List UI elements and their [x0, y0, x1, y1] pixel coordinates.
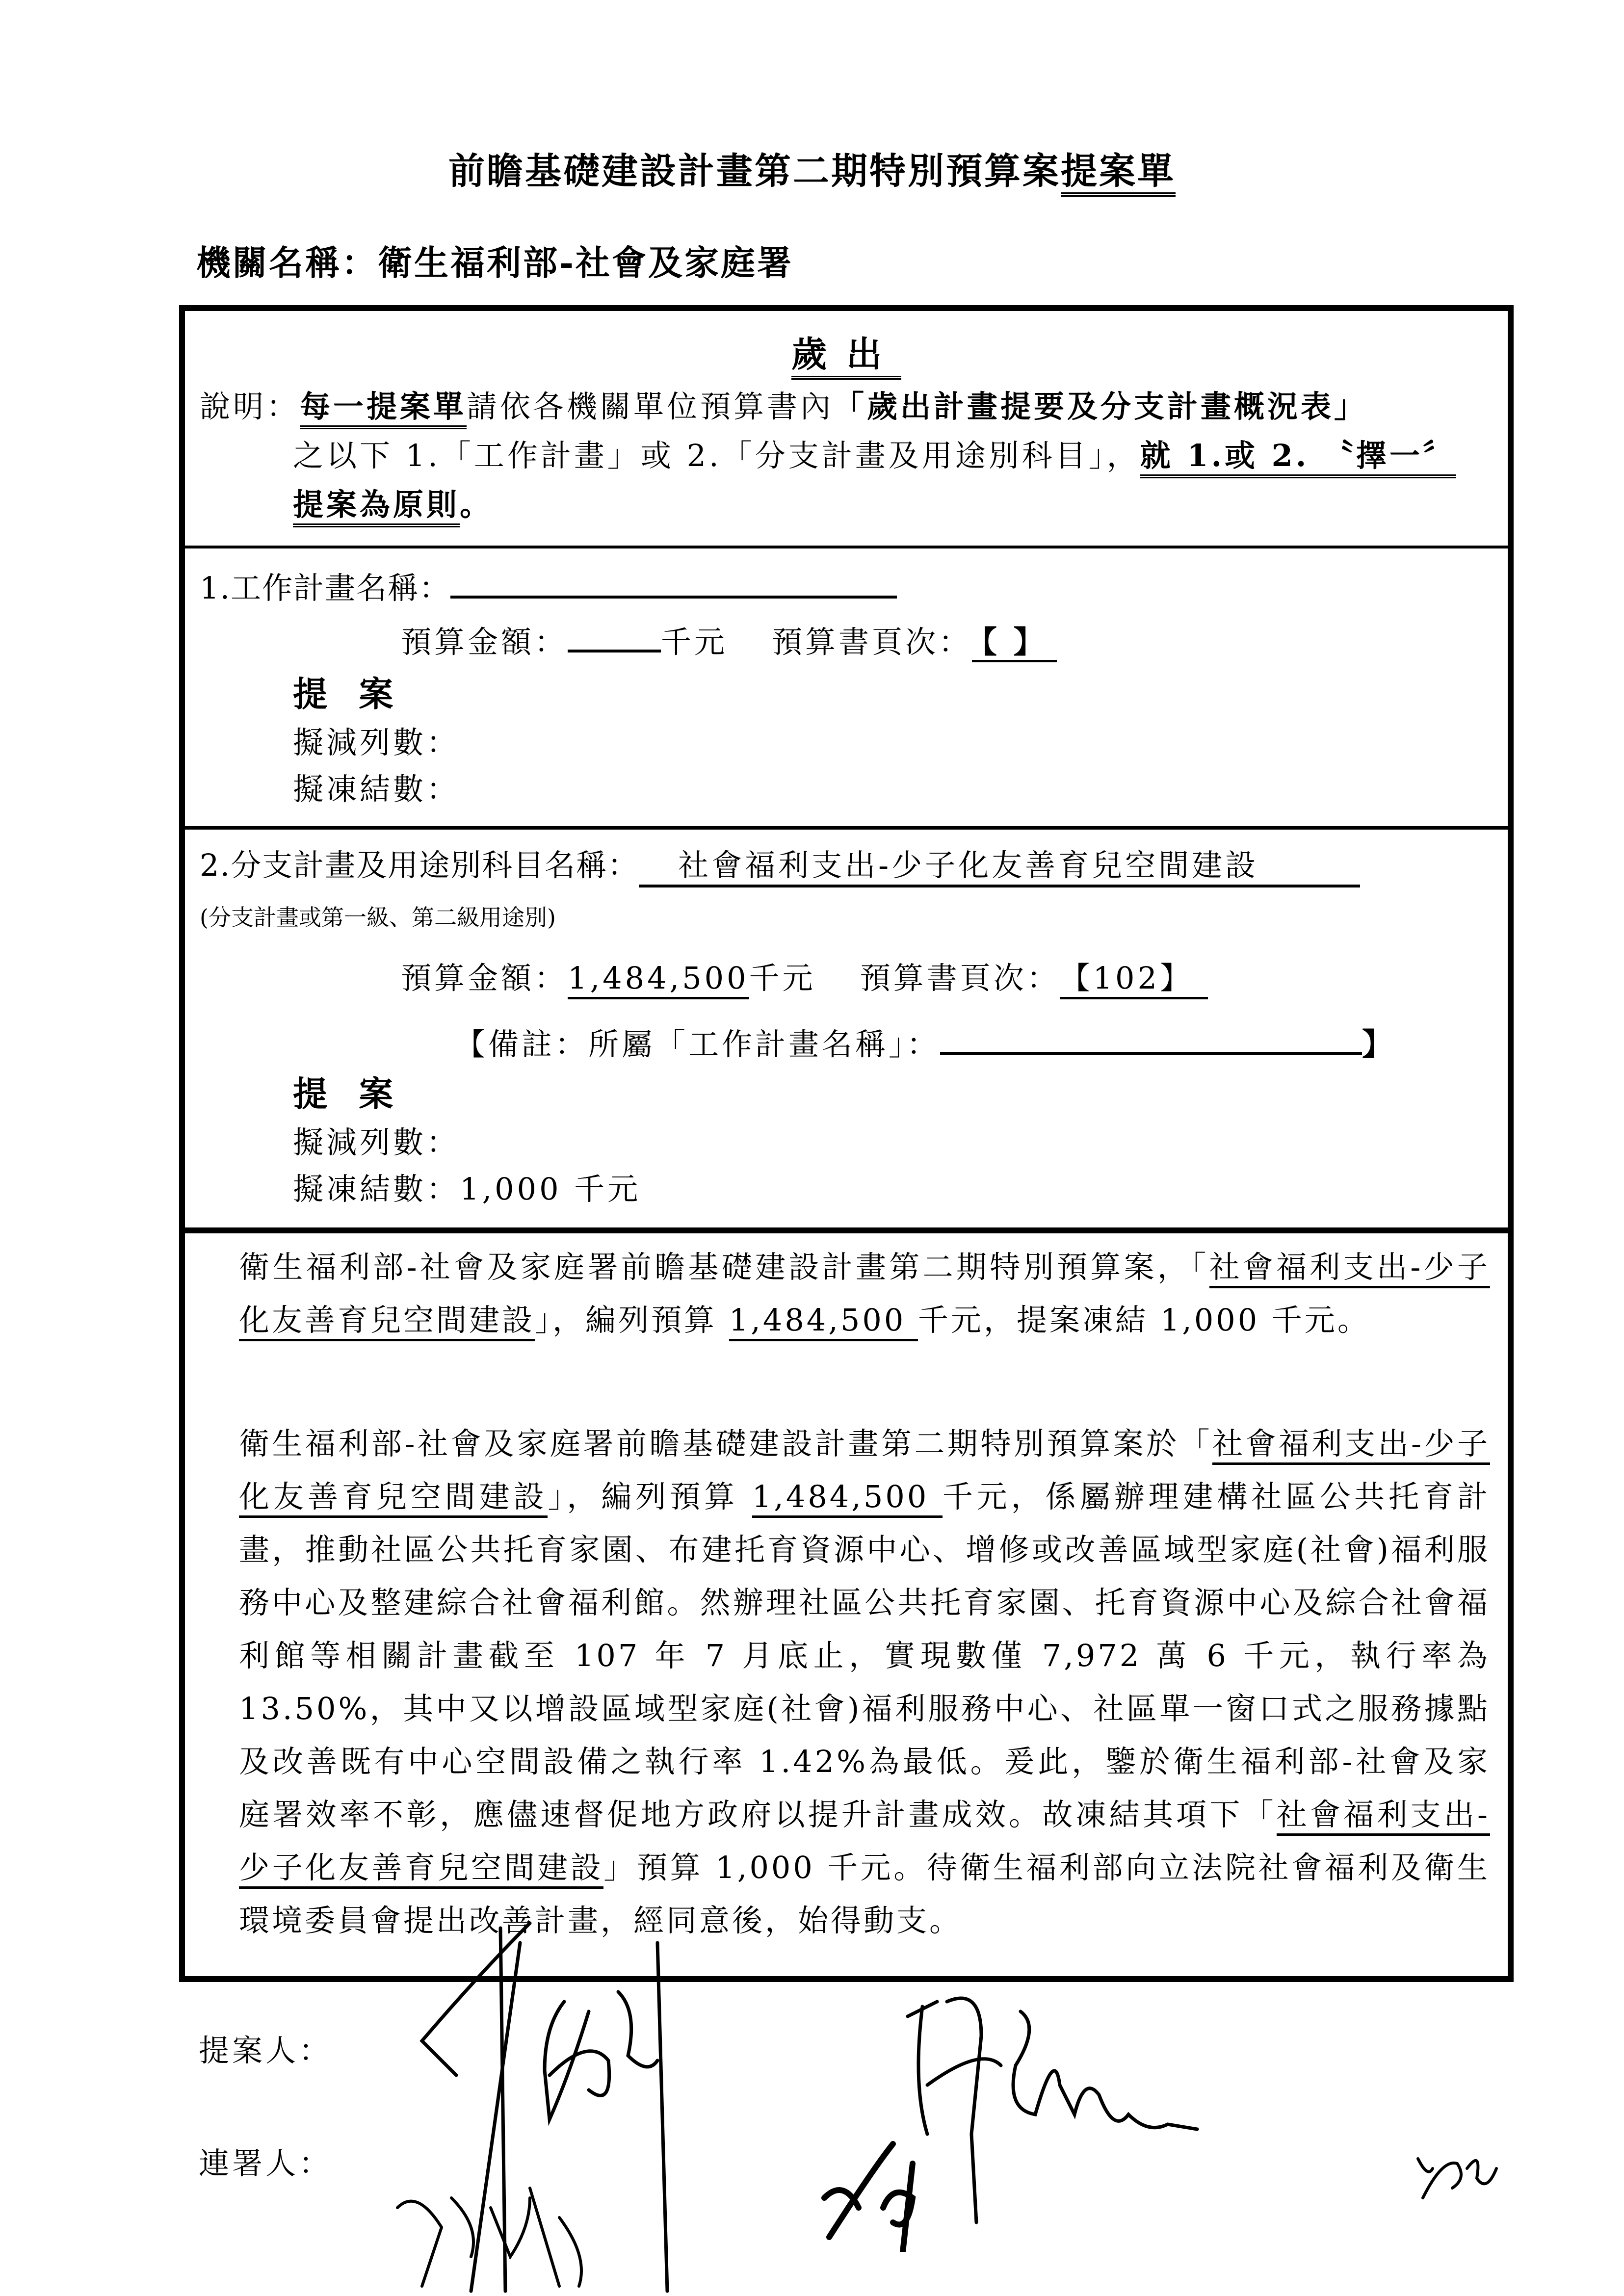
item1-page-value[interactable]: 【 】 — [972, 624, 1057, 662]
proposer-label: 提案人： — [199, 2033, 333, 2068]
item1-freeze-label: 擬凍結數： — [293, 771, 460, 807]
item2-freeze-value[interactable]: 1,000 千元 — [460, 1171, 641, 1207]
item1-freeze-row — [293, 765, 460, 809]
item1-page-label: 預算書頁次： — [772, 624, 972, 660]
divider-1 — [185, 546, 1508, 548]
signature-4 — [1413, 2139, 1511, 2218]
p2-program-name: 社會福利支出-少子化友善育兒空間建設 — [239, 1426, 1490, 1518]
note-line-1 — [200, 382, 1367, 426]
item2-proposal-heading: 提 案 — [293, 1073, 403, 1114]
item1-name-label: 1.工作計畫名稱： — [200, 570, 451, 606]
item1-budget-label: 預算金額： — [401, 624, 568, 660]
body-paragraph-1 — [239, 1241, 1490, 1347]
item1-name-row — [200, 564, 897, 607]
item1-proposal-heading: 提 案 — [293, 674, 403, 714]
p2-program-name-2: 社會福利支出-少子化友善育兒空間建設 — [239, 1797, 1490, 1889]
item1-reduce-label: 擬減列數： — [293, 725, 460, 760]
p1-amount: 1,484,500 — [729, 1302, 918, 1341]
agency-value: 衛生福利部-社會及家庭署 — [378, 242, 794, 283]
item2-remark-field[interactable] — [940, 1052, 1362, 1055]
proposal-form-box — [179, 305, 1514, 1982]
p1-text-c: 千元，提案凍結 1,000 千元。 — [917, 1302, 1370, 1338]
section-heading — [185, 326, 1508, 377]
item1-budget-field[interactable] — [568, 650, 661, 652]
note-line1-rest: 請依各機關單位預算書內 — [467, 389, 834, 424]
signature-1 — [383, 1913, 726, 2296]
note-line3-end: 。 — [460, 487, 494, 522]
signature-5 — [1246, 2036, 1344, 2134]
item1-budget-row — [401, 618, 1057, 661]
item2-budget-row — [401, 954, 1208, 997]
p2-text-a: 衛生福利部-社會及家庭署前瞻基礎建設計畫第二期特別預算案於「 — [239, 1426, 1213, 1461]
p2-text-c: 千元，係屬辦理建構社區公共托育計畫，推動社區公共托育家園、布建托育資源中心、增修或改善區域型家庭(社會)福利服務中心及整建綜合社會福利館。然辦理社區公共托育家園、托育資源中心及綜合社會福利館等相關計畫截至 107 年 7 月底止，實現數僅 7,972 萬 6 千元，執行率為 13.50%，其中又以增設區域型家庭(社會)福利服務中心、社區單一窗口式之服務據點及改善既有中心空間設備之執行率 1.42%為最低。爰此，鑒於衛生福利部-社會及家庭署效率不彰，應儘速督促地方政府以提升計畫成效。故凍結其項下「 — [239, 1479, 1490, 1832]
item2-budget-value[interactable]: 1,484,500 — [568, 960, 749, 999]
item2-name-label: 2.分支計畫及用途別科目名稱： — [200, 847, 639, 883]
title-main: 前瞻基礎建設計畫第二期特別預算案 — [448, 150, 1061, 192]
divider-3 — [185, 1227, 1508, 1233]
cosigner-label: 連署人： — [199, 2145, 333, 2181]
title-underlined: 提案單 — [1061, 150, 1176, 197]
note-line3-underlined: 提案為原則 — [293, 487, 460, 527]
item2-reduce-label: 擬減列數： — [293, 1124, 460, 1160]
p1-text-b: 」，編列預算 — [535, 1302, 729, 1338]
item2-page-value[interactable]: 【102】 — [1060, 960, 1208, 999]
item2-remark-close: 】 — [1362, 1026, 1396, 1062]
agency-line — [196, 235, 793, 285]
note-line2-underlined: 就 1.或 2. 〝擇一〞 — [1140, 438, 1456, 478]
divider-2 — [185, 826, 1508, 830]
item2-page-label: 預算書頁次： — [860, 960, 1060, 996]
item2-remark-open: 【備註：所屬「工作計畫名稱」： — [455, 1026, 941, 1062]
item2-reduce-row — [293, 1118, 460, 1162]
note-label: 說明： — [200, 389, 300, 424]
section-heading-text: 歲出 — [791, 333, 901, 380]
item2-name-row — [200, 841, 1360, 887]
p2-text-b: 」，編列預算 — [548, 1479, 752, 1514]
item1-budget-unit: 千元 — [661, 624, 728, 660]
note-line-2 — [293, 431, 1456, 475]
item2-remark-row — [455, 1020, 1395, 1064]
item1-reduce-row — [293, 718, 460, 762]
p2-amount: 1,484,500 — [752, 1479, 943, 1518]
item2-budget-unit: 千元 — [749, 960, 816, 996]
note-line2-plain: 之以下 1.「工作計畫」或 2.「分支計畫及用途別科目」， — [293, 438, 1140, 473]
item2-name-field[interactable]: 社會福利支出-少子化友善育兒空間建設 — [639, 841, 1360, 887]
p1-program-name: 社會福利支出-少子化友善育兒空間建設 — [239, 1249, 1490, 1341]
item2-freeze-row — [293, 1165, 641, 1208]
page-title — [0, 142, 1624, 194]
item2-freeze-label: 擬凍結數： — [293, 1171, 460, 1207]
item1-name-field[interactable] — [450, 596, 897, 599]
item2-budget-label: 預算金額： — [401, 960, 568, 996]
note-line-3 — [293, 480, 493, 524]
item2-name-hint: (分支計畫或第一級、第二級用途別) — [200, 904, 556, 931]
note-line1-bold: 「歲出計畫提要及分支計畫概況表」 — [834, 389, 1368, 424]
p2-text-d: 」預算 1,000 千元。待衛生福利部向立法院社會福利及衛生環境委員會提出改善計畫，經同意後，始得動支。 — [239, 1850, 1490, 1938]
agency-label: 機關名稱： — [196, 242, 378, 283]
p1-text-a: 衛生福利部-社會及家庭署前瞻基礎建設計畫第二期特別預算案，「 — [239, 1249, 1209, 1285]
signature-3 — [814, 2124, 962, 2252]
note-underlined-1: 每一提案單 — [300, 389, 467, 429]
body-paragraph-2 — [239, 1417, 1490, 1947]
